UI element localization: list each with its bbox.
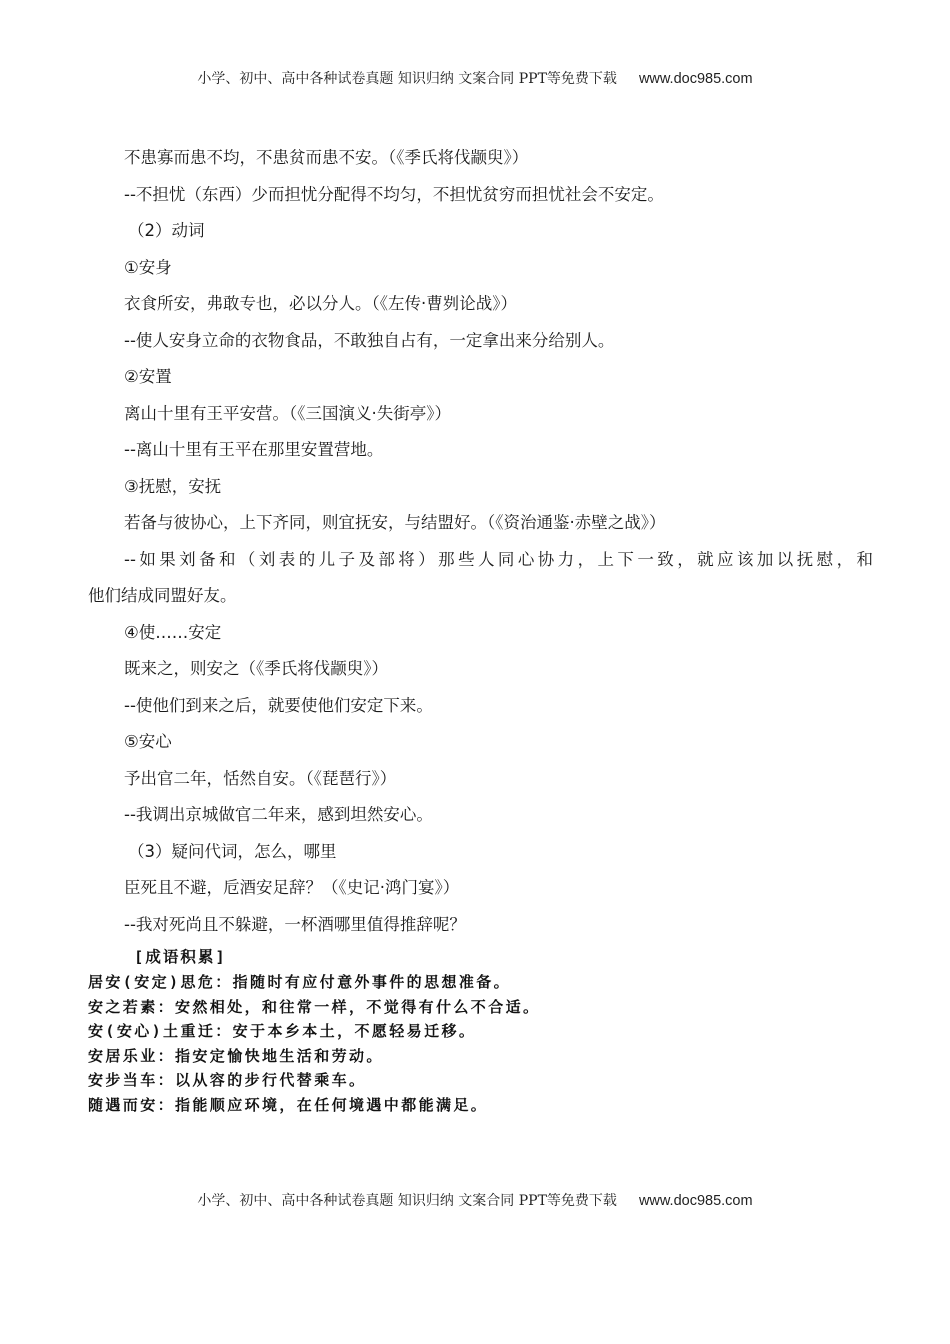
idiom-section-heading: [成语积累] xyxy=(134,948,227,966)
quote-line: 若备与彼协心，上下齐同，则宜抚安，与结盟好。（《资治通鉴·赤壁之战》） xyxy=(124,513,666,532)
translation-line: --使人安身立命的衣物食品，不敢独自占有，一定拿出来分给别人。 xyxy=(124,330,615,350)
translation-line: --我对死尚且不躲避，一杯酒哪里值得推辞呢？ xyxy=(124,914,466,934)
idiom-item: 居安(安定)思危：指随时有应付意外事件的思想准备。 xyxy=(88,973,512,991)
footer-site-link[interactable]: www.doc985.com xyxy=(638,1193,753,1209)
translation-line: --不担忧（东西）少而担忧分配得不均匀，不担忧贫穷而担忧社会不安定。 xyxy=(124,184,664,204)
translation-line: --如果刘备和（刘表的儿子及部将）那些人同心协力，上下一致，就应该加以抚慰，和 xyxy=(124,549,873,569)
idiom-item: 安步当车：以从容的步行代替乘车。 xyxy=(88,1071,367,1089)
meaning-label: ③抚慰，安抚 xyxy=(124,476,222,496)
quote-line: 予出官二年，恬然自安。（《琵琶行》） xyxy=(124,768,397,788)
idiom-section xyxy=(88,944,888,1117)
quote-line: 不患寡而患不均，不患贫而患不安。（《季氏将伐颛臾》） xyxy=(124,148,529,167)
idiom-item: 安(安心)土重迁：安于本乡本土，不愿轻易迁移。 xyxy=(88,1022,477,1040)
meaning-label: ⑤安心 xyxy=(124,732,172,751)
idiom-item: 安之若素：安然相处，和往常一样，不觉得有什么不合适。 xyxy=(88,997,541,1016)
section-heading: （2）动词 xyxy=(128,221,205,240)
meaning-label: ②安置 xyxy=(124,367,172,386)
translation-line-continued: 他们结成同盟好友。 xyxy=(88,586,237,605)
quote-line: 臣死且不避，卮酒安足辞？（《史记·鸿门宴》） xyxy=(124,878,460,897)
page-header xyxy=(0,68,950,88)
header-text: 小学、初中、高中各种试卷真题 知识归纳 文案合同 PPT等免费下载 xyxy=(197,71,617,87)
idiom-item: 随遇而安：指能顺应环境，在任何境遇中都能满足。 xyxy=(88,1095,489,1114)
meaning-label: ④使……安定 xyxy=(124,622,222,642)
idiom-item: 安居乐业：指安定愉快地生活和劳动。 xyxy=(88,1046,384,1065)
document-body xyxy=(88,140,873,943)
quote-line: 衣食所安，弗敢专也，必以分人。（《左传·曹刿论战》） xyxy=(124,294,517,313)
footer-text: 小学、初中、高中各种试卷真题 知识归纳 文案合同 PPT等免费下载 xyxy=(197,1193,617,1209)
page-footer xyxy=(0,1190,950,1210)
section-heading: （3）疑问代词，怎么，哪里 xyxy=(128,841,337,861)
translation-line: --我调出京城做官二年来，感到坦然安心。 xyxy=(124,805,433,824)
quote-line: 既来之，则安之（《季氏将伐颛臾》） xyxy=(124,659,388,678)
translation-line: --离山十里有王平在那里安置营地。 xyxy=(124,440,384,459)
translation-line: --使他们到来之后，就要使他们安定下来。 xyxy=(124,695,433,715)
quote-line: 离山十里有王平安营。（《三国演义·失街亭》） xyxy=(124,403,451,423)
meaning-label: ①安身 xyxy=(124,257,172,277)
header-site-link[interactable]: www.doc985.com xyxy=(638,71,753,87)
